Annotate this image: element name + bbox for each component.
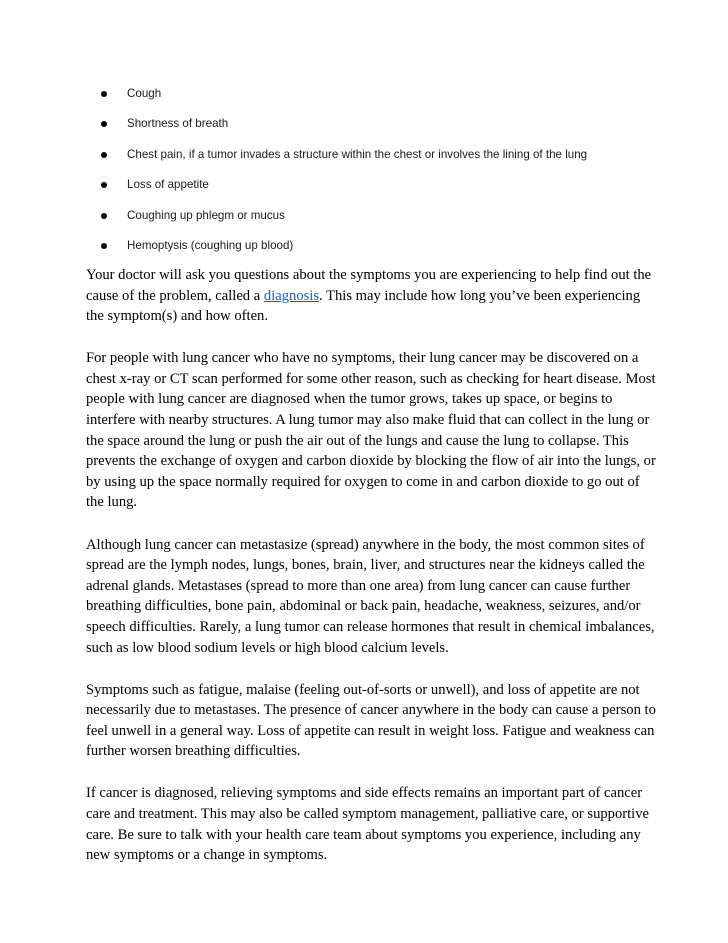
list-item-text: Loss of appetite: [127, 178, 209, 192]
list-item-text: Chest pain, if a tumor invades a structure within the chest or involves the lining of the lung: [127, 147, 588, 161]
paragraph-metastasis: Although lung cancer can metastasize (spread) anywhere in the body, the most common sites of spread are the lymph nodes, lungs, bones, brain, liver, and structures near the kidneys called the adrenal glands. Metastases (spread to more than one area) from lung cancer can cause further breathing difficulties, bone pain, abdominal or back pain, headache, weakness, seizures, and/or speech difficulties. Rarely, a lung tumor can release hormones that result in chemical imbalances, such as low blood sodium levels or high blood calcium levels.: [86, 536, 655, 656]
bullet-icon: [101, 91, 107, 97]
paragraph-text: Your doctor will ask you questions about the symptoms you are experiencing to help find out the cause of the problem, called a: [86, 267, 652, 304]
bullet-icon: [101, 243, 107, 249]
bullet-icon: [101, 121, 107, 127]
list-item-text: Coughing up phlegm or mucus: [127, 208, 285, 222]
paragraph-no-symptoms: For people with lung cancer who have no symptoms, their lung cancer may be discovered on a chest x-ray or CT scan performed for some other reason, such as checking for heart disease. Most people with lung cancer are diagnosed when the tumor grows, takes up space, or begins to interfere with nearby structures. A lung tumor may also make fluid that can collect in the lung or the space around the lung or push the air out of the lungs and cause the lung to collapse. This prevents the exchange of oxygen and carbon dioxide by blocking the flow of air into the lungs, or by using up the space normally required for oxygen to come in and carbon dioxide to go out of the lung.: [86, 350, 656, 511]
paragraph-text: . This may include how long you’ve been experiencing the symptom(s) and how often.: [86, 287, 641, 325]
paragraph-diagnosis: [86, 265, 656, 327]
bullet-icon: [101, 152, 107, 158]
bullet-icon: [101, 213, 107, 219]
paragraph-general-symptoms: Symptoms such as fatigue, malaise (feeling out-of-sorts or unwell), and loss of appetite are not necessarily due to metastases. The presence of cancer anywhere in the body can cause a person to feel unwell in a general way. Loss of appetite can result in weight loss. Fatigue and weakness can further worsen breathing difficulties.: [86, 681, 656, 760]
paragraph-symptom-management: If cancer is diagnosed, relieving symptoms and side effects remains an important part of cancer care and treatment. This may also be called symptom management, palliative care, or supportive care. Be sure to talk with your health care team about symptoms you experience, including any new symptoms or a change in symptoms.: [86, 785, 650, 864]
list-item-text: Hemoptysis (coughing up blood): [127, 238, 294, 252]
bullet-icon: [101, 182, 107, 188]
body-text: [86, 265, 656, 887]
diagnosis-link[interactable]: diagnosis: [263, 287, 320, 304]
list-item-text: Cough: [127, 87, 162, 100]
list-item-text: Shortness of breath: [127, 117, 229, 131]
